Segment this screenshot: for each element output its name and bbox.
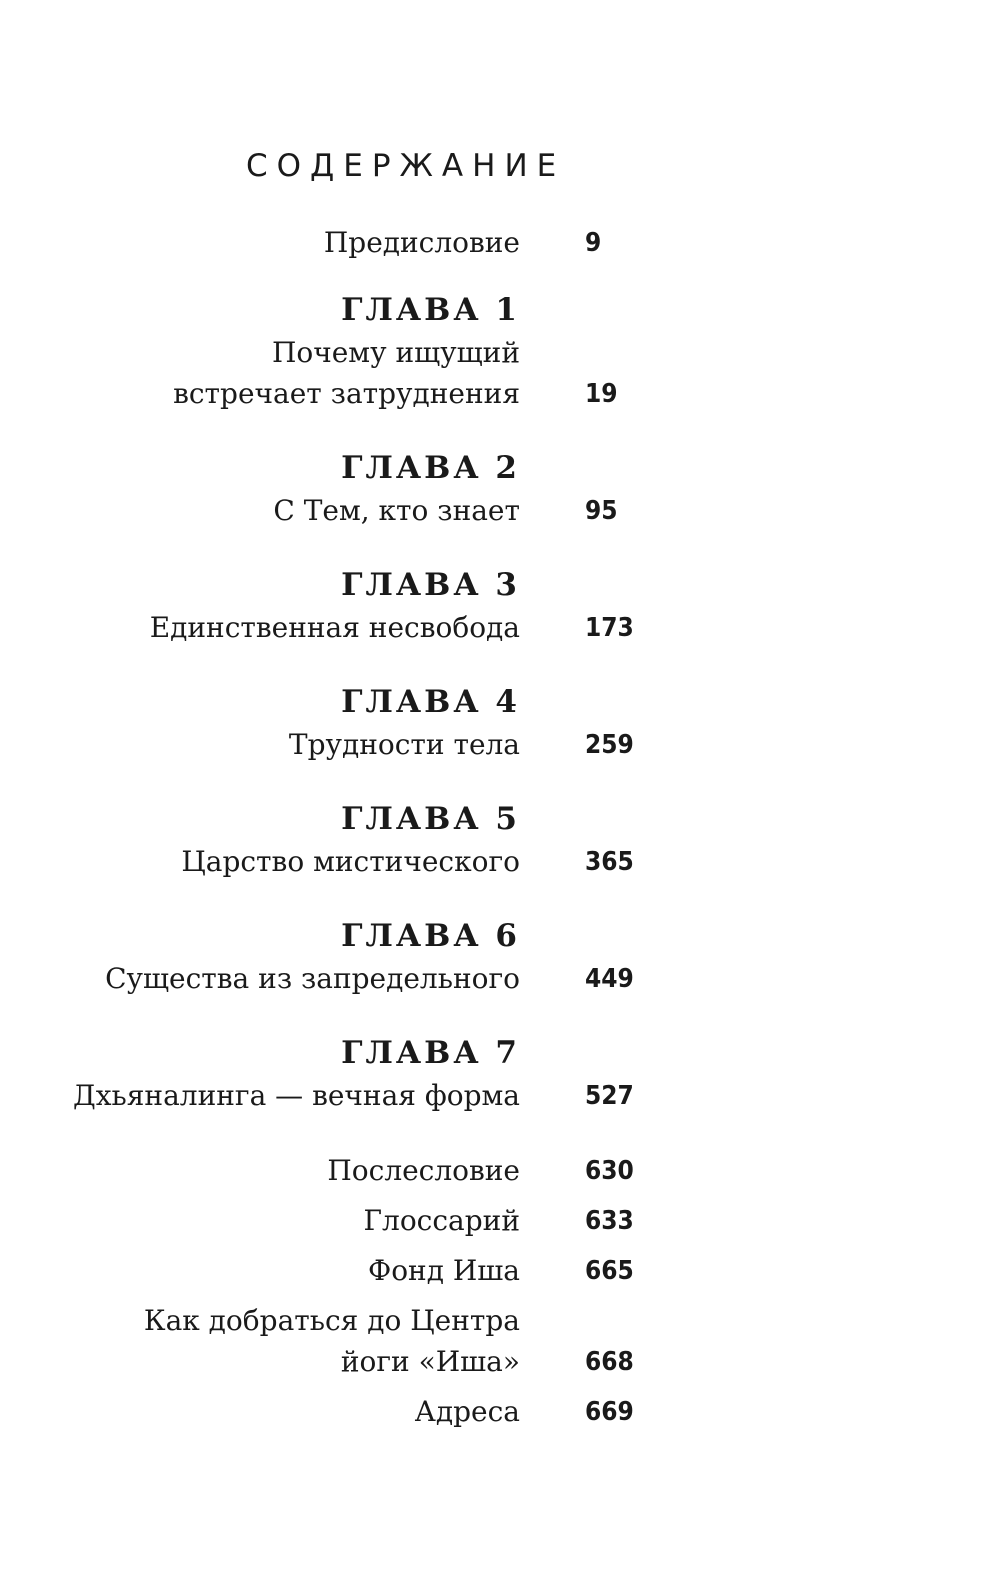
toc-entry-page: 9 (585, 228, 602, 258)
toc-entry-page: 668 (585, 1347, 634, 1377)
chapter-heading: ГЛАВА 2 (341, 450, 520, 486)
chapter-heading: ГЛАВА 4 (341, 684, 520, 720)
chapter-page: 95 (585, 496, 618, 526)
chapter-title-line: Существа из запредельного (105, 962, 520, 995)
chapter-title-line: Царство мистического (181, 845, 520, 878)
chapter-title-line: Почему ищущий (271, 336, 520, 369)
toc-title: СОДЕРЖАНИЕ (246, 148, 566, 184)
toc-entry-label: Глоссарий (363, 1204, 520, 1237)
toc-entry-label: Адреса (414, 1395, 520, 1428)
chapter-heading: ГЛАВА 6 (341, 918, 520, 954)
chapter-title-line: С Тем, кто знает (273, 494, 520, 527)
chapter-heading: ГЛАВА 5 (341, 801, 520, 837)
toc-entry-page: 665 (585, 1256, 634, 1286)
chapter-page: 259 (585, 730, 634, 760)
chapter-title-line: встречает затруднения (173, 377, 520, 410)
chapter-page: 19 (585, 379, 618, 409)
chapter-page: 527 (585, 1081, 634, 1111)
chapter-heading: ГЛАВА 7 (341, 1035, 520, 1071)
toc-entry-page: 669 (585, 1397, 634, 1427)
chapter-page: 365 (585, 847, 634, 877)
chapter-page: 449 (585, 964, 634, 994)
toc-entry-label: Предисловие (323, 226, 520, 259)
toc-entry-label: Фонд Иша (367, 1254, 520, 1287)
chapter-title-line: Трудности тела (288, 728, 520, 761)
toc-entry-page: 630 (585, 1156, 634, 1186)
chapter-title-line: Единственная несвобода (149, 611, 520, 644)
chapter-heading: ГЛАВА 1 (341, 292, 520, 328)
toc-entry-label: Послесловие (327, 1154, 520, 1187)
chapter-page: 173 (585, 613, 634, 643)
toc-entry-label: йоги «Иша» (340, 1345, 520, 1378)
toc-entry-label: Как добраться до Центра (143, 1304, 520, 1337)
chapter-heading: ГЛАВА 3 (341, 567, 520, 603)
toc-entry-page: 633 (585, 1206, 634, 1236)
chapter-title-line: Дхьяналинга — вечная форма (72, 1079, 520, 1112)
